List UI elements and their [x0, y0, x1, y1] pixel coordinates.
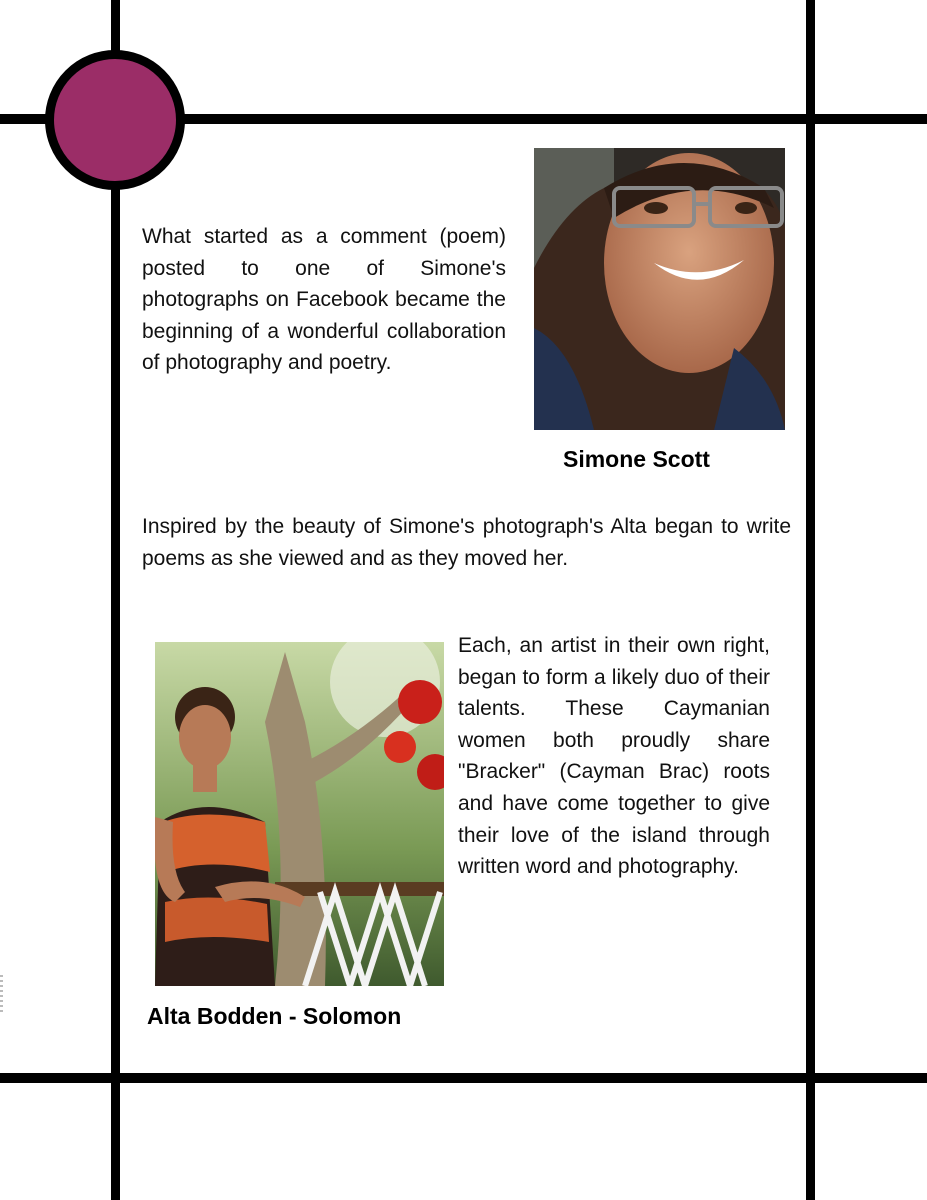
alta-bodden-solomon-photo — [155, 642, 444, 986]
duo-paragraph: Each, an artist in their own right, began to form a likely duo of their talents. These Caymanian women both proudly share "Bracker" (Cayman Brac) roots and have come together to give their love of the island through written word and photography. — [458, 634, 770, 879]
horizontal-rule-bottom — [0, 1073, 927, 1083]
intro-paragraph: What started as a comment (poem) posted to one of Simone's photographs on Facebook became the beginning of a wonderful collaboration of photography and poetry. — [142, 225, 506, 375]
alta-bodden-solomon-caption: Alta Bodden - Solomon — [147, 1003, 402, 1029]
simone-scott-photo — [534, 148, 785, 430]
vertical-rule-right — [806, 0, 815, 1200]
accent-circle — [45, 50, 185, 190]
inspired-paragraph: Inspired by the beauty of Simone's photograph's Alta began to write poems as she viewed and as they moved her. — [142, 515, 791, 570]
simone-scott-caption: Simone Scott — [563, 446, 710, 472]
edge-marker — [0, 975, 3, 1015]
